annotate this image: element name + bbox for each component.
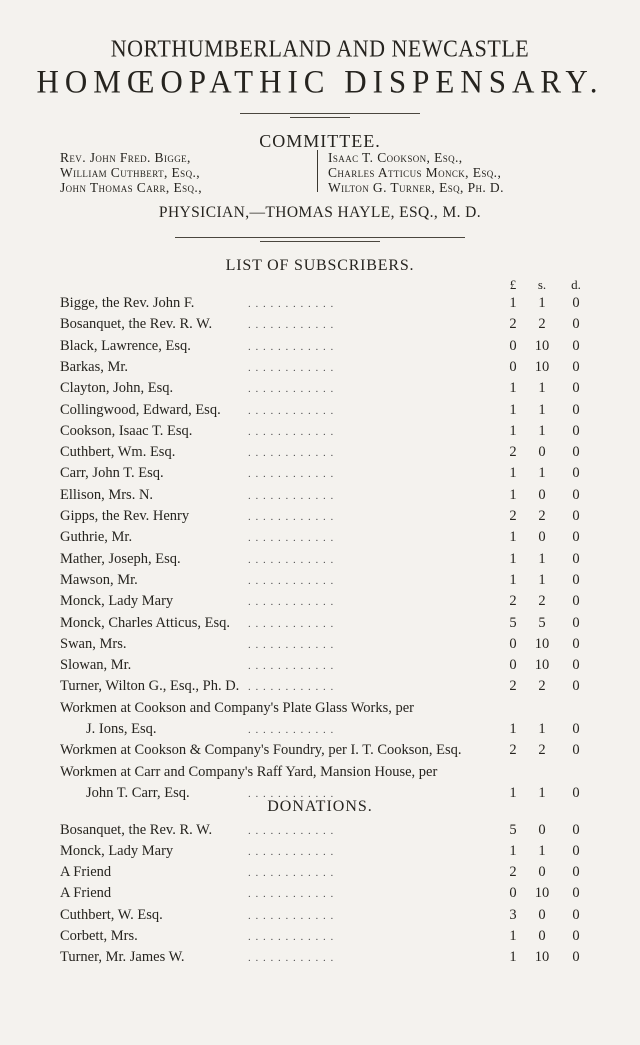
subscriber-name: Workmen at Cookson & Company's Foundry, per I. T. Cookson, Esq. <box>60 742 462 759</box>
subscriber-name: Monck, Lady Mary <box>60 593 174 610</box>
donations-heading: DONATIONS. <box>267 798 373 816</box>
shillings-value: 2 <box>538 316 546 333</box>
subscriber-row <box>0 764 640 786</box>
subscriber-row <box>0 593 640 615</box>
pence-value: 0 <box>572 508 580 524</box>
leader-dots: . . . . . . . . . . . . <box>248 511 335 523</box>
physician-line: PHYSICIAN,—THOMAS HAYLE, ESQ., M. D. <box>158 204 482 221</box>
title-line-1: NORTHUMBERLAND AND NEWCASTLE <box>110 34 530 63</box>
pounds-value: 1 <box>509 784 517 801</box>
donor-name: Turner, Mr. James W. <box>60 949 185 966</box>
committee-member: Rev. John Fred. Bigge, <box>60 150 191 165</box>
subscriber-row <box>0 487 640 509</box>
leader-dots: . . . . . . . . . . . . <box>248 361 335 374</box>
shillings-value: 10 <box>534 358 550 375</box>
subscriber-row <box>0 423 640 445</box>
subscriber-row <box>0 551 640 573</box>
subscriber-name: Guthrie, Mr. <box>60 529 133 546</box>
shillings-value: 10 <box>534 635 550 652</box>
leader-dots: . . . . . . . . . . . . <box>248 931 335 943</box>
pounds-value: 1 <box>509 529 517 546</box>
shillings-value: 0 <box>538 928 546 944</box>
pounds-value: 0 <box>509 885 517 902</box>
pounds-value: 1 <box>509 928 517 944</box>
pence-value: 0 <box>572 465 580 482</box>
pence-value: 0 <box>572 486 580 503</box>
pence-value: 0 <box>572 571 580 588</box>
donation-row <box>0 885 640 907</box>
pence-value: 0 <box>572 906 580 923</box>
leader-dots: . . . . . . . . . . . . <box>248 638 335 651</box>
pence-value: 0 <box>572 550 580 567</box>
leader-dots: . . . . . . . . . . . . <box>248 383 335 396</box>
subscriber-name: Mather, Joseph, Esq. <box>60 550 181 567</box>
pence-value: 0 <box>572 316 580 333</box>
pounds-value: 1 <box>509 422 517 439</box>
pence-value: 0 <box>572 678 580 695</box>
title-divider <box>240 113 420 114</box>
pence-value: 0 <box>572 784 580 801</box>
leader-dots: . . . . . . . . . . . . <box>248 404 335 417</box>
subscriber-row <box>0 465 640 487</box>
shillings-value: 1 <box>538 571 546 588</box>
donor-name: Corbett, Mrs. <box>60 928 138 944</box>
shillings-value: 1 <box>538 380 546 397</box>
subscriber-name: Turner, Wilton G., Esq., Ph. D. <box>60 678 240 695</box>
pence-value: 0 <box>572 401 580 418</box>
subscriber-name: Mawson, Mr. <box>60 571 138 588</box>
pence-value: 0 <box>572 821 580 838</box>
subscriber-row <box>0 508 640 530</box>
subscriber-row <box>0 657 640 679</box>
donor-name: Monck, Lady Mary <box>60 842 174 859</box>
pence-value: 0 <box>572 380 580 397</box>
subscriber-row <box>0 700 640 722</box>
committee-member: John Thomas Carr, Esq., <box>60 180 202 195</box>
subscriber-name: Clayton, John, Esq. <box>60 380 174 397</box>
subscriber-row <box>0 338 640 360</box>
list-title: LIST OF SUBSCRIBERS. <box>225 257 415 274</box>
donor-name: Bosanquet, the Rev. R. W. <box>60 821 213 838</box>
leader-dots: . . . . . . . . . . . . <box>248 681 335 694</box>
shillings-value: 1 <box>538 422 546 439</box>
subscriber-name-continued: J. Ions, Esq. <box>86 721 157 737</box>
leader-dots: . . . . . . . . . . . . <box>248 888 335 901</box>
pounds-value: 3 <box>509 906 517 923</box>
shillings-value: 2 <box>538 508 546 524</box>
leader-dots: . . . . . . . . . . . . <box>248 574 335 587</box>
subscriber-name: Bigge, the Rev. John F. <box>60 295 195 311</box>
shillings-value: 1 <box>538 721 546 737</box>
pence-value: 0 <box>572 885 580 902</box>
pounds-value: 1 <box>509 842 517 859</box>
leader-dots: . . . . . . . . . . . . <box>248 660 335 673</box>
leader-dots: . . . . . . . . . . . . <box>248 787 335 800</box>
leader-dots: . . . . . . . . . . . . <box>248 724 335 736</box>
pounds-header: £ <box>509 277 517 292</box>
pounds-value: 2 <box>509 444 517 461</box>
shillings-value: 1 <box>538 295 546 311</box>
pence-value: 0 <box>572 635 580 652</box>
subscriber-row <box>0 572 640 594</box>
pounds-value: 0 <box>509 635 517 652</box>
shillings-value: 1 <box>538 401 546 418</box>
shillings-value: 1 <box>538 465 546 482</box>
leader-dots: . . . . . . . . . . . . <box>248 340 335 353</box>
pounds-value: 2 <box>509 508 517 524</box>
committee-member: Wilton G. Turner, Esq, Ph. D. <box>328 180 504 195</box>
donation-row <box>0 864 640 886</box>
pence-value: 0 <box>572 358 580 375</box>
shillings-value: 0 <box>538 444 546 461</box>
pounds-value: 2 <box>509 316 517 333</box>
donation-row <box>0 843 640 865</box>
pence-value: 0 <box>572 864 580 881</box>
pounds-value: 5 <box>509 821 517 838</box>
subscriber-row <box>0 529 640 551</box>
subscriber-row <box>0 636 640 658</box>
leader-dots: . . . . . . . . . . . . <box>248 532 335 545</box>
shillings-value: 0 <box>538 906 546 923</box>
pence-value: 0 <box>572 295 580 311</box>
committee-member: Isaac T. Cookson, Esq., <box>328 150 463 165</box>
pounds-value: 1 <box>509 486 517 503</box>
subscriber-name: Swan, Mrs. <box>60 635 127 652</box>
leader-dots: . . . . . . . . . . . . <box>248 596 335 609</box>
leader-dots: . . . . . . . . . . . . <box>248 952 335 965</box>
title-line-2: HOMŒOPATHIC DISPENSARY. <box>36 63 604 100</box>
subscriber-row <box>0 380 640 402</box>
donation-row <box>0 928 640 950</box>
shillings-value: 1 <box>538 550 546 567</box>
pounds-value: 1 <box>509 571 517 588</box>
subscriber-name: Monck, Charles Atticus, Esq. <box>60 614 230 631</box>
leader-dots: . . . . . . . . . . . . <box>248 617 335 630</box>
shillings-value: 10 <box>534 657 550 674</box>
shillings-value: 0 <box>538 821 546 838</box>
shillings-value: 0 <box>538 864 546 881</box>
subscriber-row <box>0 615 640 637</box>
subscriber-name: Ellison, Mrs. N. <box>60 486 154 503</box>
subscriber-name: Black, Lawrence, Esq. <box>60 337 191 354</box>
pounds-value: 1 <box>509 295 517 311</box>
subscriber-row <box>0 295 640 317</box>
donor-name: Cuthbert, W. Esq. <box>60 906 163 923</box>
section-divider-thin <box>260 241 380 242</box>
leader-dots: . . . . . . . . . . . . <box>248 824 335 837</box>
pence-value: 0 <box>572 614 580 631</box>
subscriber-name: Collingwood, Edward, Esq. <box>60 401 221 418</box>
pounds-value: 1 <box>509 949 517 966</box>
pounds-value: 1 <box>509 465 517 482</box>
leader-dots: . . . . . . . . . . . . <box>248 425 335 438</box>
subscriber-name: Barkas, Mr. <box>60 358 129 375</box>
shillings-value: 5 <box>538 614 546 631</box>
pounds-value: 1 <box>509 401 517 418</box>
leader-dots: . . . . . . . . . . . . <box>248 468 335 481</box>
subscriber-name: Gipps, the Rev. Henry <box>60 508 190 524</box>
subscriber-name: Cookson, Isaac T. Esq. <box>60 422 193 439</box>
subscriber-name: Bosanquet, the Rev. R. W. <box>60 316 213 333</box>
shillings-value: 2 <box>538 742 546 759</box>
leader-dots: . . . . . . . . . . . . <box>248 867 335 880</box>
pence-value: 0 <box>572 593 580 610</box>
pence-value: 0 <box>572 928 580 944</box>
committee-member: Charles Atticus Monck, Esq., <box>328 165 502 180</box>
shillings-value: 1 <box>538 784 546 801</box>
pounds-value: 1 <box>509 721 517 737</box>
pounds-value: 2 <box>509 742 517 759</box>
shillings-value: 10 <box>534 337 550 354</box>
pence-value: 0 <box>572 949 580 966</box>
subscriber-row <box>0 316 640 338</box>
donation-row <box>0 907 640 929</box>
subscriber-name: Cuthbert, Wm. Esq. <box>60 444 176 461</box>
shillings-value: 2 <box>538 593 546 610</box>
committee-separator <box>317 150 318 192</box>
pence-value: 0 <box>572 422 580 439</box>
pence-value: 0 <box>572 742 580 759</box>
title-divider-thin <box>290 117 350 118</box>
donor-name: A Friend <box>60 864 112 881</box>
leader-dots: . . . . . . . . . . . . <box>248 845 335 858</box>
subscriber-name-continued: John T. Carr, Esq. <box>86 784 190 801</box>
donation-row <box>0 949 640 971</box>
pounds-value: 1 <box>509 380 517 397</box>
pence-value: 0 <box>572 529 580 546</box>
pence-header: d. <box>571 277 581 292</box>
leader-dots: . . . . . . . . . . . . <box>248 298 335 310</box>
pounds-value: 2 <box>509 593 517 610</box>
pounds-value: 1 <box>509 550 517 567</box>
pence-value: 0 <box>572 842 580 859</box>
subscriber-row <box>0 402 640 424</box>
pence-value: 0 <box>572 657 580 674</box>
subscriber-row <box>0 359 640 381</box>
pounds-value: 0 <box>509 358 517 375</box>
pounds-value: 2 <box>509 864 517 881</box>
shillings-value: 10 <box>534 949 550 966</box>
pounds-value: 5 <box>509 614 517 631</box>
subscriber-name: Workmen at Cookson and Company's Plate Glass Works, per <box>60 699 415 716</box>
pounds-value: 0 <box>509 657 517 674</box>
subscriber-name: Slowan, Mr. <box>60 657 132 674</box>
shillings-value: 1 <box>538 842 546 859</box>
subscriber-row-continued <box>0 721 640 743</box>
subscriber-name: Workmen at Carr and Company's Raff Yard, Mansion House, per <box>60 763 438 780</box>
subscriber-row <box>0 678 640 700</box>
pence-value: 0 <box>572 337 580 354</box>
subscriber-row <box>0 742 640 764</box>
leader-dots: . . . . . . . . . . . . <box>248 319 335 332</box>
leader-dots: . . . . . . . . . . . . <box>248 553 335 566</box>
pence-value: 0 <box>572 721 580 737</box>
committee-member: William Cuthbert, Esq., <box>60 165 201 180</box>
shillings-header: s. <box>537 277 547 292</box>
pounds-value: 0 <box>509 337 517 354</box>
shillings-value: 0 <box>538 529 546 546</box>
pence-value: 0 <box>572 444 580 461</box>
subscriber-row <box>0 444 640 466</box>
shillings-value: 2 <box>538 678 546 695</box>
shillings-value: 10 <box>534 885 550 902</box>
leader-dots: . . . . . . . . . . . . <box>248 909 335 922</box>
section-divider <box>175 237 465 238</box>
shillings-value: 0 <box>538 486 546 503</box>
donation-row <box>0 822 640 844</box>
leader-dots: . . . . . . . . . . . . <box>248 489 335 502</box>
committee-heading: COMMITTEE. <box>259 131 381 151</box>
leader-dots: . . . . . . . . . . . . <box>248 447 335 460</box>
donor-name: A Friend <box>60 885 112 902</box>
pounds-value: 2 <box>509 678 517 695</box>
subscriber-name: Carr, John T. Esq. <box>60 465 164 482</box>
